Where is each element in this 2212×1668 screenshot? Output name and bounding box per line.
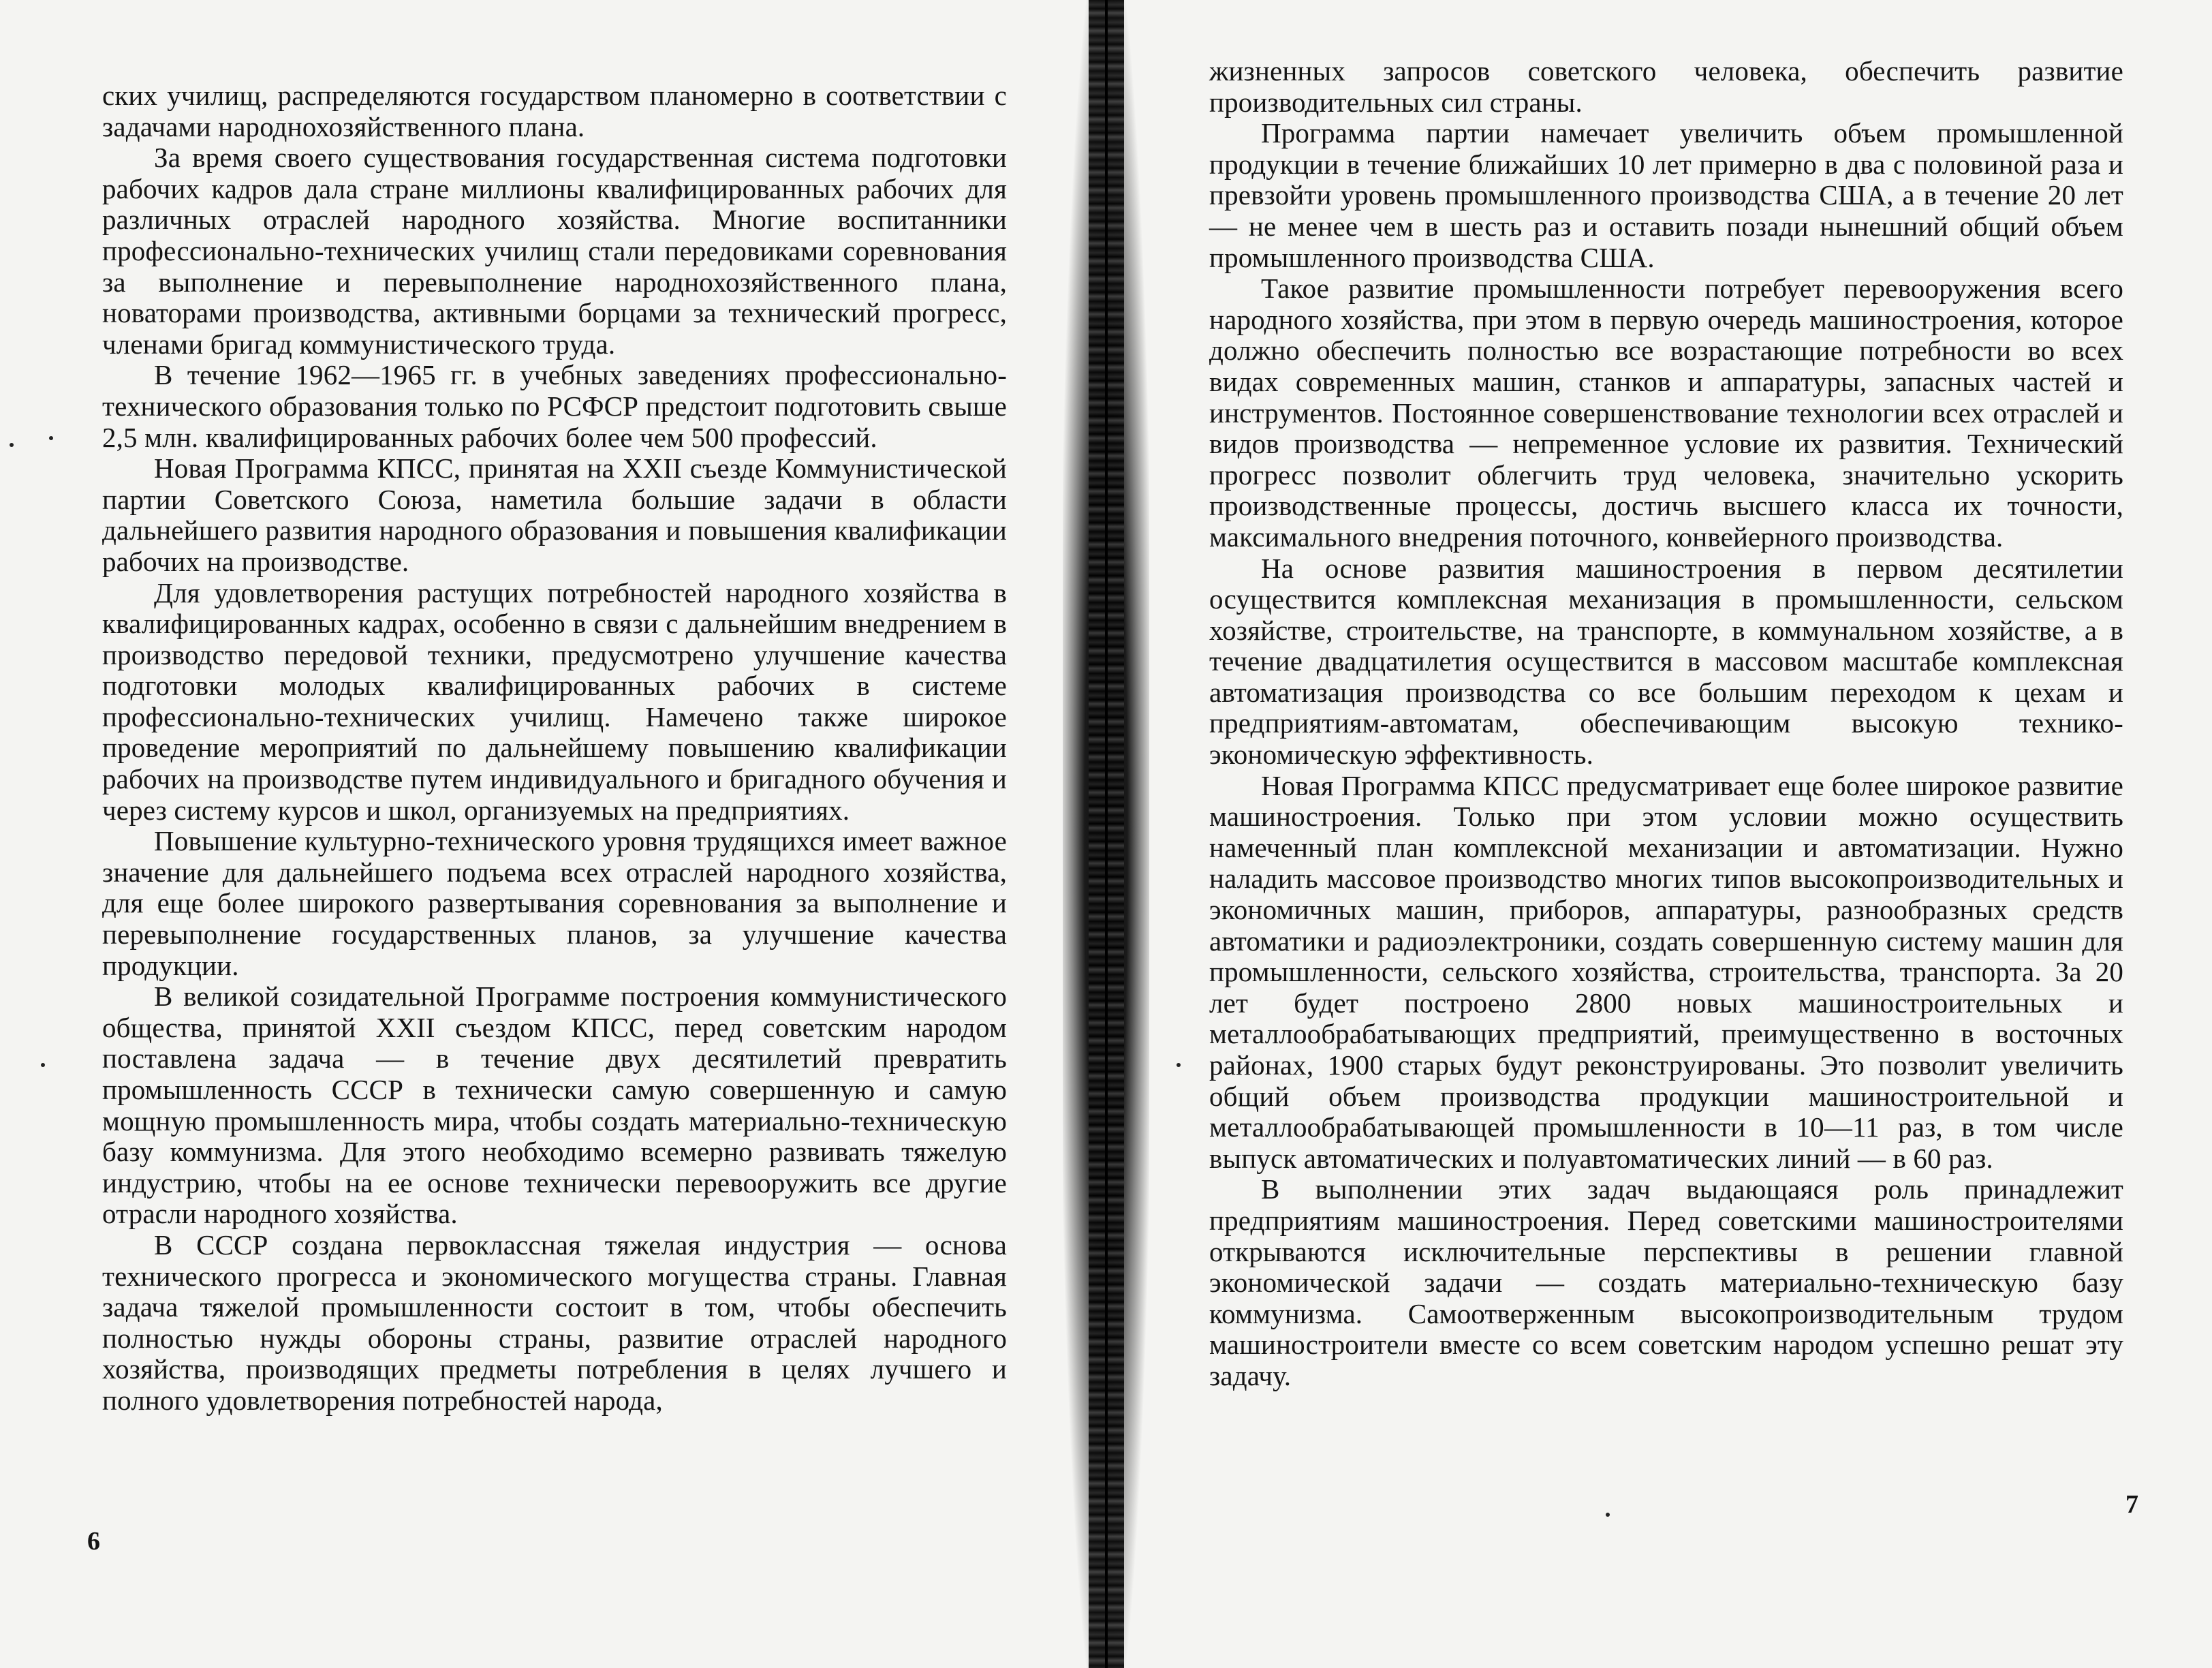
scan-speck [49, 436, 53, 440]
paragraph: В течение 1962—1965 гг. в учебных заведениях профессионально-технического образования только по РСФСР предстоит подготовить свыше 2,5 млн. квалифицированных рабочих более чем 500 профессий. [102, 359, 1007, 453]
paragraph: жизненных запросов советского человека, обеспечить развитие производительных сил страны. [1209, 55, 2123, 118]
left-page [0, 0, 1063, 1668]
page-number: 7 [2125, 1490, 2138, 1519]
paragraph: Для удовлетворения растущих потребностей народного хозяйства в квалифицированных кадрах, особенно в связи с дальнейшим внедрением в производство передовой техники, предусмотрено улучшение качества подготовки молодых квалифицированных рабочих в системе профессионально-технических училищ. Намечено также широкое проведение мероприятий по дальнейшему повышению квалификации рабочих на производстве путем индивидуального и бригадного обучения и через систему курсов и школ, организуемых на предприятиях. [102, 576, 1007, 826]
paragraph: В СССР создана первоклассная тяжелая индустрия — основа технического прогресса и экономического могущества страны. Главная задача тяжелой промышленности состоит в том, чтобы обеспечить полностью нужды обороны страны, развитие отраслей народного хозяйства, производящих предметы потребления в целях лучшего и полного удовлетворения потребностей народа, [102, 1229, 1007, 1416]
paragraph: Новая Программа КПСС предусматривает еще более широкое развитие машиностроения. Только при этом условии можно осуществить намеченный план комплексной механизации и автоматизации. Нужно наладить массовое производство многих типов высокопроизводительных и экономичных машин, приборов, аппаратуры, разнообразных средств автоматики и радиоэлектроники, создать совершенную систему машин для промышленности, сельского хозяйства, строительства, транспорта. За 20 лет будет построено 2800 новых машиностроительных и металлообрабатывающих предприятий, преимущественно в восточных районах, 1900 старых будут реконструированы. Это позволит увеличить общий объем производства продукции машиностроительной и металлообрабатывающей промышленности в 10—11 раз, в том числе выпуск автоматических и полуавтоматических линий — в 60 раз. [1209, 769, 2123, 1174]
paragraph: Новая Программа КПСС, принятая на XXII съезде Коммунистической партии Советского Союза, наметила большие задачи в области дальнейшего развития народного образования и повышения квалификации рабочих на производстве. [102, 452, 1007, 577]
page-number: 6 [87, 1527, 100, 1556]
paragraph: За время своего существования государственная система подготовки рабочих кадров дала стране миллионы квалифицированных рабочих для различных отраслей народного хозяйства. Многие воспитанники профессионально-технических училищ стали передовиками соревнования за выполнение и перевыполнение народнохозяйственного плана, новаторами производства, активными борцами за технический прогресс, членами бригад коммунистического труда. [102, 142, 1007, 360]
paragraph: Такое развитие промышленности потребует перевооружения всего народного хозяйства, при этом в первую очередь машиностроения, которое должно обеспечить полностью все возрастающие потребности во всех видах современных машин, станков и аппаратуры, запасных частей и инструментов. Постоянное совершенствование технологии всех отраслей и видов производства — непременное условие их развития. Технический прогресс позволит облегчить труд человека, значительно ускорить производственные процессы, достичь высшего класса их точности, максимального внедрения поточного, конвейерного производства. [1209, 273, 2123, 553]
scan-speck [41, 1063, 45, 1067]
scan-speck [1177, 1063, 1181, 1067]
right-page [1149, 0, 2212, 1668]
scan-speck [1606, 1513, 1610, 1517]
book-gutter [1063, 0, 1149, 1668]
paragraph: В великой созидательной Программе построения коммунистического общества, принятой XXII съездом КПСС, перед советским народом поставлена задача — в течение двух десятилетий превратить промышленность СССР в технически самую совершенную и самую мощную промышленность мира, чтобы создать материально-техническую базу коммунизма. Для этого необходимо всемерно развивать тяжелую индустрию, чтобы на ее основе технически перевооружить все другие отрасли народного хозяйства. [102, 980, 1007, 1230]
scan-speck [10, 443, 14, 447]
paragraph: Повышение культурно-технического уровня трудящихся имеет важное значение для дальнейшего подъема всех отраслей народного хозяйства, для еще более широкого развертывания соревнования за выполнение и перевыполнение государственных планов, за улучшение качества продукции. [102, 825, 1007, 981]
left-page-text [102, 80, 1007, 1417]
paragraph: Программа партии намечает увеличить объем промышленной продукции в течение ближайших 10 лет примерно в два с половиной раза и превзойти уровень промышленного производства США, а в течение 20 лет — не менее чем в шесть раз и оставить позади нынешний общий объем промышленного производства США. [1209, 117, 2123, 273]
paragraph: ских училищ, распределяются государством планомерно в соответствии с задачами народнохозяйственного плана. [102, 80, 1007, 142]
paragraph: На основе развития машиностроения в первом десятилетии осуществится комплексная механизация в промышленности, сельском хозяйстве, строительстве, на транспорте, в коммунальном хозяйстве, а в течение двадцатилетия осуществится в массовом масштабе комплексная автоматизация производства со все большим переходом к цехам и предприятиям-автоматам, обеспечивающим высокую технико-экономическую эффективность. [1209, 552, 2123, 771]
paragraph: В выполнении этих задач выдающаяся роль принадлежит предприятиям машиностроения. Перед советскими машиностроителями открываются исключительные перспективы в решении главной экономической задачи — создать материально-техническую базу коммунизма. Самоотверженным высокопроизводительным трудом машиностроители вместе со всем советским народом успешно решат эту задачу. [1209, 1173, 2123, 1391]
right-page-text [1209, 56, 2123, 1392]
